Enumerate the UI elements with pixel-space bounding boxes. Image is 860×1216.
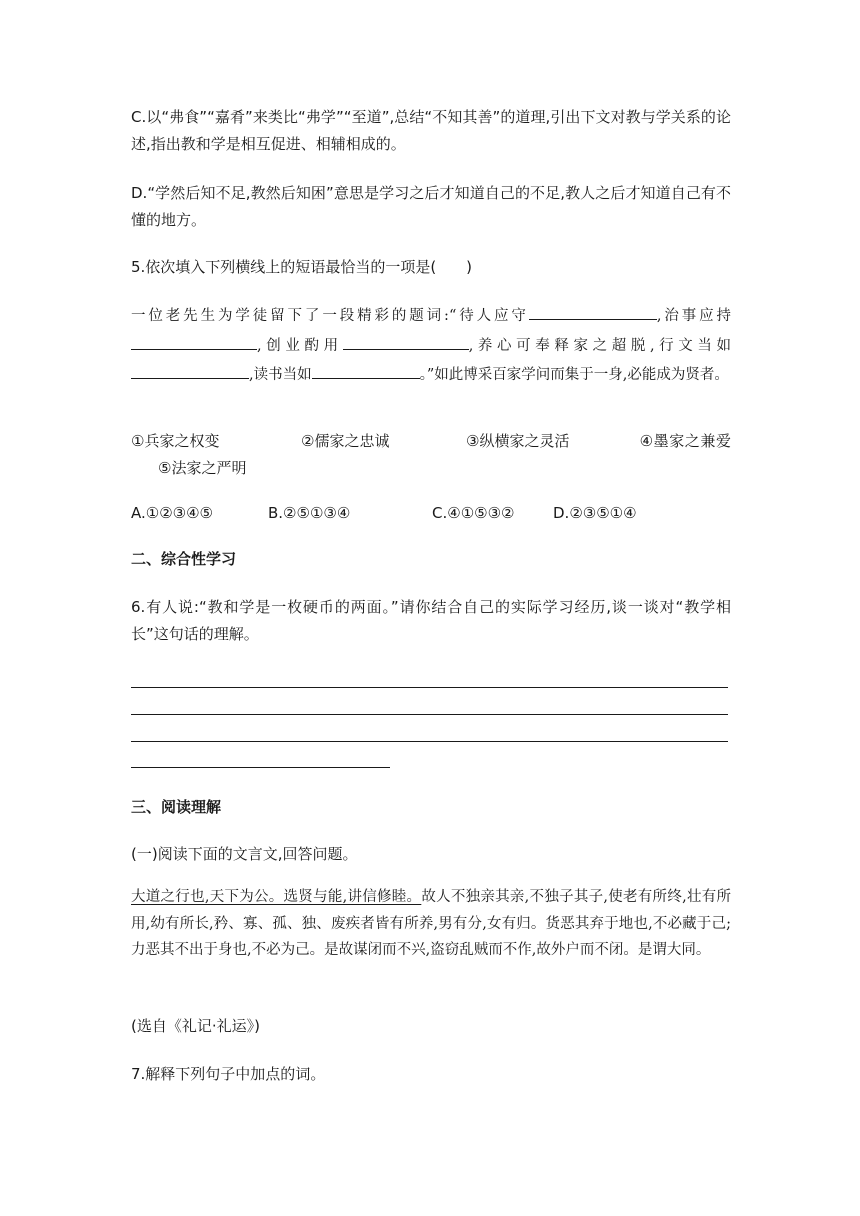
passage-body: 故人不独亲其亲,不独子其子,使老有所终,壮有所用,幼有所长,矜、寡、孤、独、废疾者皆有所养,男有分,女有归。货恶其弃于地也,不必藏于己;力恶其不出于身也,不必为己。是故谋闭而不兴,盗窃乱贼而不作,故外户而不闭。是谓大同。 xyxy=(131,889,731,958)
q5-choice-c: C.④①⑤③② xyxy=(432,504,515,522)
q7-question: 7.解释下列句子中加点的词。 xyxy=(131,1065,326,1083)
q5-choice-b: B.②⑤①③④ xyxy=(268,504,351,522)
fill-blank[interactable] xyxy=(131,331,257,350)
section3-heading: 三、阅读理解 xyxy=(131,798,222,816)
q5-choice-d: D.②③⑤①④ xyxy=(553,504,637,522)
q5-item: ②儒家之忠诚 xyxy=(301,432,390,450)
fill-blank[interactable] xyxy=(343,331,469,350)
q4-option-d: D.“学然后知不足,教然后知困”意思是学习之后才知道自己的不足,教人之后才知道自己有不懂的地方。 xyxy=(131,184,731,229)
fill-blank[interactable] xyxy=(529,301,657,320)
answer-line[interactable] xyxy=(131,714,728,715)
passage-underlined: 大道之行也,天下为公。选贤与能,讲信修睦。 xyxy=(131,889,422,905)
answer-line[interactable] xyxy=(131,767,390,768)
q5-passage xyxy=(131,301,731,390)
q5-items xyxy=(131,428,731,482)
q5-item: ⑤法家之严明 xyxy=(158,459,247,477)
q6-question: 6.有人说:“教和学是一枚硬币的两面。”请你结合自己的实际学习经历,谈一谈对“教学相长”这句话的理解。 xyxy=(131,598,731,643)
answer-line[interactable] xyxy=(131,687,728,688)
passage-part: ,养心可奉释家之超脱,行文当如 xyxy=(468,337,732,354)
fill-blank[interactable] xyxy=(312,360,420,379)
fill-blank[interactable] xyxy=(131,360,249,379)
q5-item: ④墨家之兼爱 xyxy=(639,432,731,450)
answer-line[interactable] xyxy=(131,741,728,742)
section2-heading: 二、综合性学习 xyxy=(131,550,237,568)
passage-part: 。”如此博采百家学问而集于一身,必能成为贤者。 xyxy=(419,367,729,383)
q5-choices xyxy=(131,500,731,527)
q5-item: ③纵横家之灵活 xyxy=(466,432,570,450)
passage-part: ,创业酌用 xyxy=(257,337,343,354)
q5-item: ①兵家之权变 xyxy=(131,432,220,450)
passage-part: ,治事应持 xyxy=(656,308,732,324)
q5-choice-a: A.①②③④⑤ xyxy=(131,504,214,522)
passage-part: 一位老先生为学徒留下了一段精彩的题词:“待人应守 xyxy=(131,308,529,324)
q5-question: 5.依次填入下列横线上的短语最恰当的一项是( ) xyxy=(131,258,473,276)
q4-option-c: C.以“弗食”“嘉肴”来类比“弗学”“至道”,总结“不知其善”的道理,引出下文对教与学关系的论述,指出教和学是相互促进、相辅相成的。 xyxy=(131,108,731,153)
passage-part: ,读书当如 xyxy=(249,367,312,383)
classical-passage xyxy=(131,884,731,964)
passage-source: (选自《礼记·礼运》) xyxy=(131,1017,260,1035)
section3-instruction: (一)阅读下面的文言文,回答问题。 xyxy=(131,845,358,863)
